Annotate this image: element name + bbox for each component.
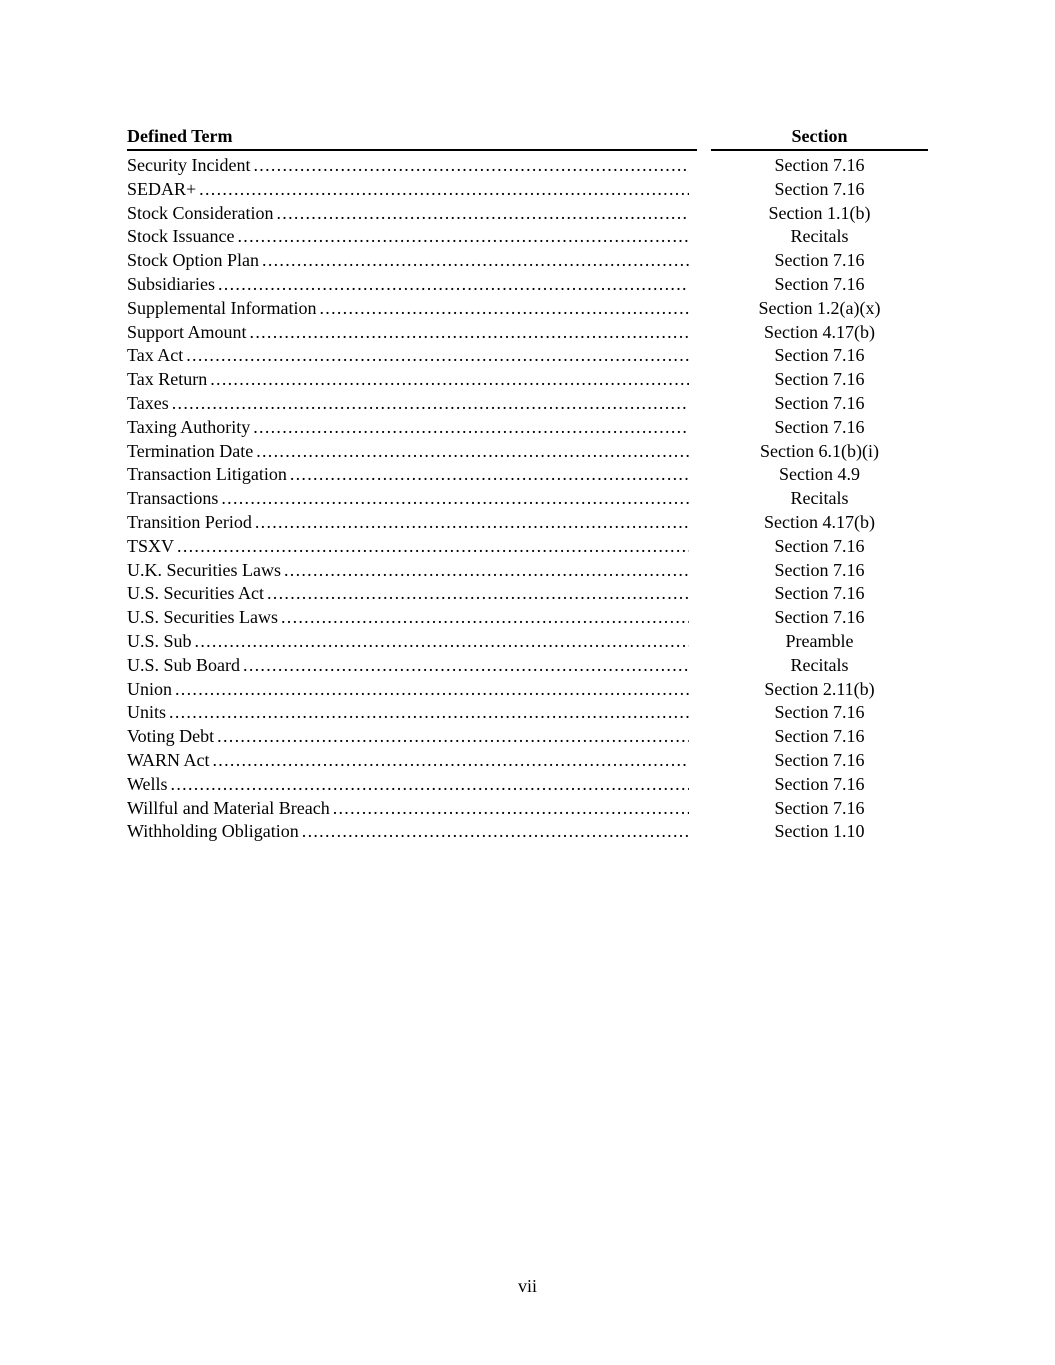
dot-leader [186,345,689,366]
defined-terms-rows [127,155,928,845]
table-row [127,774,928,798]
table-row [127,702,928,726]
section-reference: Section 7.16 [774,726,865,747]
defined-term-label: U.S. Securities Laws [127,607,278,628]
table-row [127,345,928,369]
defined-term-label: WARN Act [127,749,210,770]
term-cell [127,179,697,200]
table-row [127,583,928,607]
dot-leader [199,179,689,200]
dot-leader [171,774,689,795]
table-row [127,274,928,298]
term-cell [127,488,697,509]
section-reference: Section 1.10 [774,821,865,842]
section-reference: Section 7.16 [774,773,865,794]
table-row [127,226,928,250]
section-reference: Section 7.16 [774,392,865,413]
dot-leader [237,226,689,247]
defined-term-label: Union [127,678,172,699]
section-reference: Section 7.16 [774,583,865,604]
term-cell [127,750,697,771]
term-cell [127,203,697,224]
defined-term-label: TSXV [127,535,175,556]
defined-term-label: Security Incident [127,155,251,175]
section-reference: Section 7.16 [774,607,865,628]
table-row [127,417,928,441]
section-reference: Recitals [790,654,849,675]
term-cell [127,679,697,700]
defined-term-label: Termination Date [127,440,254,461]
dot-leader [290,464,689,485]
table-row [127,512,928,536]
term-cell [127,298,697,319]
defined-term-label: Tax Act [127,345,184,366]
table-row [127,179,928,203]
term-cell [127,726,697,747]
dot-leader [262,250,689,271]
defined-term-label: Support Amount [127,321,247,342]
table-row [127,798,928,822]
section-reference: Section 7.16 [774,250,865,271]
table-header-row [127,126,928,151]
dot-leader [253,417,689,438]
section-reference: Section 7.16 [774,702,865,723]
term-cell [127,821,697,842]
term-cell [127,369,697,390]
defined-term-label: U.S. Sub Board [127,654,241,675]
dot-leader [319,298,689,319]
term-cell [127,536,697,557]
dot-leader [213,750,690,771]
table-row [127,488,928,512]
defined-term-label: Taxes [127,392,169,413]
table-row [127,679,928,703]
term-cell [127,226,697,247]
dot-leader [267,583,689,604]
table-row [127,631,928,655]
defined-term-label: U.S. Securities Act [127,583,264,604]
section-reference: Section 7.16 [774,273,865,294]
defined-term-label: Withholding Obligation [127,821,299,842]
section-reference: Section 4.9 [779,464,860,485]
term-cell [127,607,697,628]
term-cell [127,345,697,366]
term-cell [127,322,697,343]
defined-term-label: Transaction Litigation [127,464,287,485]
section-reference: Section 1.2(a)(x) [758,297,881,318]
defined-term-label: Units [127,702,167,723]
section-reference: Section 7.16 [774,749,865,770]
term-cell [127,655,697,676]
table-row [127,203,928,227]
dot-leader [172,393,689,414]
dot-leader [218,274,689,295]
section-reference: Section 1.1(b) [768,202,871,223]
dot-leader [253,155,689,176]
dot-leader [169,702,689,723]
defined-term-label: Wells [127,773,168,794]
term-cell [127,583,697,604]
defined-term-column-header: Defined Term [127,126,697,151]
defined-term-label: Subsidiaries [127,273,215,294]
dot-leader [210,369,689,390]
term-cell [127,441,697,462]
section-reference: Section 7.16 [774,797,865,818]
table-row [127,298,928,322]
table-row [127,750,928,774]
defined-terms-index [127,126,928,845]
defined-term-label: Taxing Authority [127,416,251,437]
section-reference: Section 7.16 [774,345,865,366]
term-cell [127,560,697,581]
defined-term-label: SEDAR+ [127,178,197,199]
dot-leader [256,441,689,462]
section-reference: Section 7.16 [774,416,865,437]
term-cell [127,155,697,176]
defined-term-label: Tax Return [127,369,208,390]
dot-leader [221,488,689,509]
table-row [127,322,928,346]
table-row [127,607,928,631]
defined-term-label: Stock Option Plan [127,250,260,271]
term-cell [127,274,697,295]
defined-term-label: U.S. Sub [127,630,192,651]
defined-term-label: Transition Period [127,511,252,532]
dot-leader [250,322,689,343]
term-cell [127,417,697,438]
dot-leader [281,607,689,628]
dot-leader [302,821,689,842]
defined-term-label: Supplemental Information [127,297,317,318]
dot-leader [177,536,689,557]
section-column-header: Section [711,126,928,151]
defined-term-label: Voting Debt [127,726,215,747]
term-cell [127,798,697,819]
table-row [127,250,928,274]
defined-term-label: U.K. Securities Laws [127,559,281,580]
table-row [127,441,928,465]
table-row [127,821,928,845]
defined-term-label: Stock Consideration [127,202,274,223]
dot-leader [284,560,689,581]
table-row [127,655,928,679]
dot-leader [217,726,689,747]
defined-term-label: Transactions [127,488,219,509]
table-row [127,464,928,488]
table-row [127,560,928,584]
dot-leader [195,631,689,652]
table-row [127,393,928,417]
defined-term-label: Willful and Material Breach [127,797,330,818]
dot-leader [333,798,689,819]
section-reference: Recitals [790,226,849,247]
section-reference: Section 2.11(b) [764,678,875,699]
dot-leader [255,512,689,533]
section-reference: Recitals [790,488,849,509]
dot-leader [277,203,690,224]
section-reference: Section 7.16 [774,369,865,390]
table-row [127,536,928,560]
term-cell [127,393,697,414]
table-row [127,369,928,393]
term-cell [127,774,697,795]
table-row [127,155,928,179]
dot-leader [175,679,689,700]
term-cell [127,250,697,271]
section-reference: Section 7.16 [774,178,865,199]
term-cell [127,631,697,652]
section-reference: Section 7.16 [774,559,865,580]
term-cell [127,464,697,485]
term-cell [127,512,697,533]
defined-term-label: Stock Issuance [127,226,235,247]
page-number: vii [517,1276,537,1296]
section-reference: Section 6.1(b)(i) [760,440,879,461]
term-cell [127,702,697,723]
section-reference: Section 4.17(b) [764,511,875,532]
section-reference: Section 7.16 [774,535,865,556]
section-reference: Section 7.16 [774,155,865,175]
section-reference: Preamble [785,630,854,651]
table-row [127,726,928,750]
section-reference: Section 4.17(b) [764,321,875,342]
dot-leader [243,655,689,676]
